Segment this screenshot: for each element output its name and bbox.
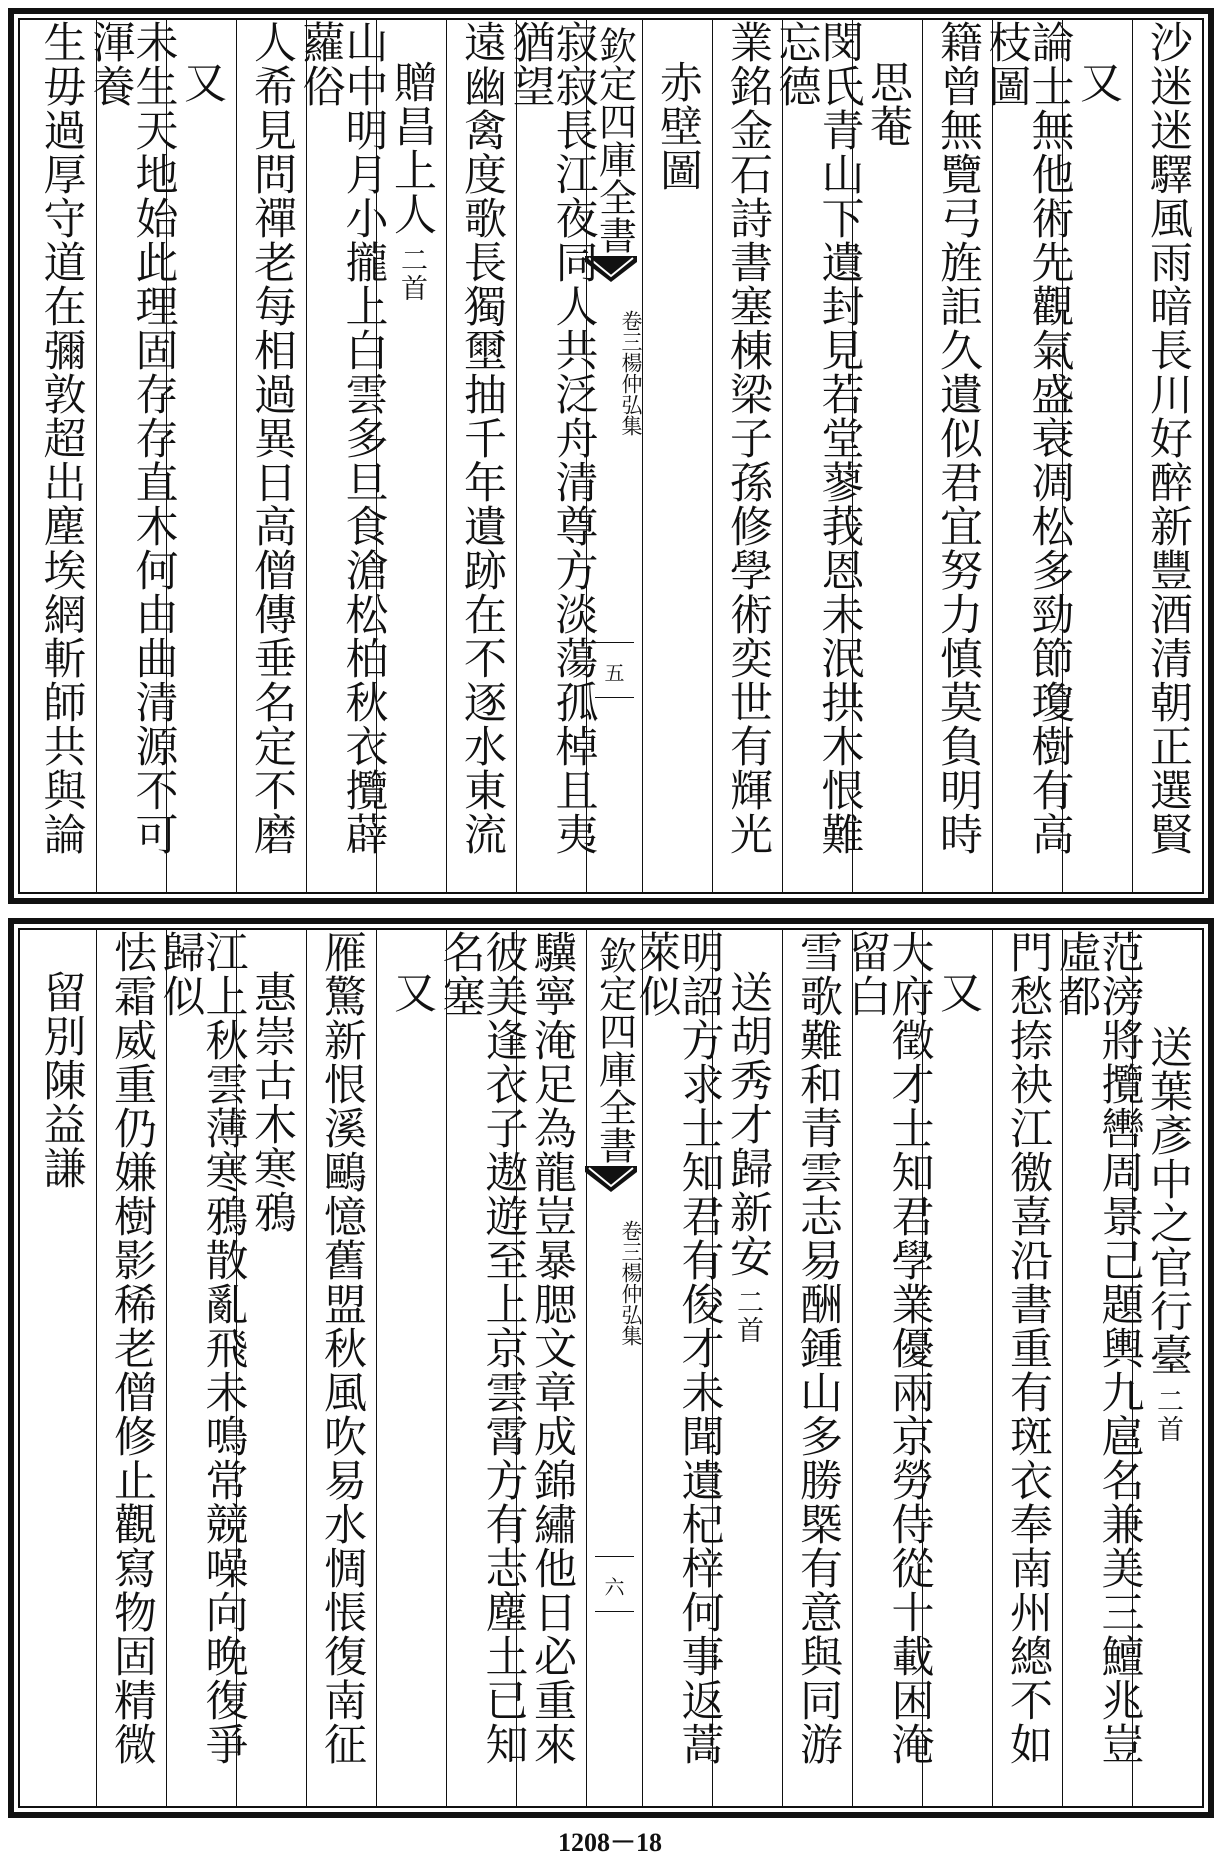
column-text: 業銘金石詩書塞棟梁子孫修學術奕世有輝光 xyxy=(723,20,773,856)
leaf-number: 五 xyxy=(604,661,625,685)
divider xyxy=(595,642,634,643)
top-page-columns xyxy=(18,18,1204,894)
column-text: 生毋過厚守道在彌敦超出塵埃網斬師共與論 xyxy=(36,20,87,856)
note-text: 二首 xyxy=(732,1288,763,1344)
text-column xyxy=(712,20,782,892)
column-text: 明詔方求士知君有俊才未聞遺杞梓何事返蒿萊似 xyxy=(631,930,725,1766)
heading-text: 又 xyxy=(177,60,227,104)
column-text: 雁驚新恨溪鷗憶舊盟秋風吹易水惆悵復南征 xyxy=(317,930,367,1766)
heading-text: 又 xyxy=(387,970,437,1014)
fish-tail-mark-icon xyxy=(583,1162,639,1202)
text-column xyxy=(841,930,935,1806)
text-column xyxy=(85,20,179,892)
text-column xyxy=(26,20,96,892)
column-text: 遠幽禽度歌長獨壐抽千年遺跡在不逐水東流 xyxy=(457,20,507,856)
page-number: 1208－18 xyxy=(557,1828,662,1857)
top-page-panel xyxy=(8,8,1214,904)
library-title: 欽定四庫全書 xyxy=(592,26,637,254)
bottom-page-panel xyxy=(8,918,1214,1818)
column-text: 大府徵才士知君學業優兩京勞侍從十載困淹留白 xyxy=(841,930,935,1766)
book-title-line: 卷三 xyxy=(619,1220,643,1262)
column-text: 寂寂長江夜同人共泛舟清尊方淡蕩孤棹且夷猶望 xyxy=(505,20,599,856)
column-text: 閔氏青山下遺封見若堂蓼莪恩未泯拱木恨難忘德 xyxy=(771,20,865,856)
text-column xyxy=(155,930,249,1806)
note-text: 二首 xyxy=(1152,1387,1183,1443)
text-column xyxy=(922,20,992,892)
column-text: 驥寧淹足為龍豈暴腮文章成錦繡他日必重來 xyxy=(527,930,577,1766)
library-title: 欽定四庫全書 xyxy=(592,936,637,1164)
text-column xyxy=(295,20,389,892)
book-title-line: 楊仲弘集 xyxy=(619,352,643,436)
divider xyxy=(595,1611,634,1612)
center-fold xyxy=(586,930,642,1806)
column-text: 籍曾無覽弓旌詎久遺似君宜努力慎莫負明時 xyxy=(933,20,983,856)
leaf-number: 六 xyxy=(604,1575,625,1599)
text-column xyxy=(96,930,166,1806)
book-title-line: 楊仲弘集 xyxy=(619,1262,643,1346)
column-text: 雪歌難和青雲志易酬鍾山多勝槩有意與同游 xyxy=(793,930,843,1766)
bottom-page-columns xyxy=(18,928,1204,1808)
heading-text: 又 xyxy=(933,970,983,1014)
column-text: 江上秋雲薄寒鴉散亂飛未鳴常競噪向晚復爭歸似 xyxy=(155,930,249,1766)
heading-column xyxy=(376,930,446,1806)
text-column xyxy=(1132,20,1202,892)
text-column xyxy=(306,930,376,1806)
heading-text: 赤壁圖 xyxy=(653,60,703,192)
divider xyxy=(595,697,634,698)
column-text: 門愁捺袂江徼喜沿書重有斑衣奉南州總不如 xyxy=(1003,930,1053,1766)
heading-text: 贈昌上人 xyxy=(387,60,437,236)
text-column xyxy=(782,930,852,1806)
heading-column xyxy=(642,20,712,892)
note-text: 二首 xyxy=(396,246,427,302)
text-column xyxy=(236,20,306,892)
column-text: 范滂將攬轡周景己題輿九扈名兼美三鱣兆豈虛都 xyxy=(1051,930,1145,1766)
text-column xyxy=(1051,930,1145,1806)
heading-text: 送胡秀才歸新安 xyxy=(723,970,773,1278)
heading-text: 送葉彥中之官行臺 xyxy=(1143,1025,1193,1377)
text-column xyxy=(446,20,516,892)
divider xyxy=(595,1556,634,1557)
column-text: 山中明月小攏上白雲多旦食滄松柏秋衣攬薜蘿俗 xyxy=(295,20,389,856)
column-text: 人希見問禪老每相過異日高僧傳垂名定不磨 xyxy=(247,20,297,856)
text-column xyxy=(981,20,1075,892)
text-column xyxy=(505,20,599,892)
text-column xyxy=(992,930,1062,1806)
heading-text: 留別陳益謙 xyxy=(36,970,87,1190)
heading-column xyxy=(26,930,96,1806)
heading-text: 又 xyxy=(1073,60,1123,104)
column-text: 論士無他術先觀氣盛衰凋松多勁節瓊樹有高枝圖 xyxy=(981,20,1075,856)
column-text: 未生天地始此理固存存直木何由曲清源不可渾養 xyxy=(85,20,179,856)
column-text: 怯霜威重仍嫌樹影稀老僧修止觀寫物固精微 xyxy=(107,930,157,1766)
text-column xyxy=(435,930,529,1806)
column-text: 彼美逢衣子遨遊至上京雲霄方有志塵土已知名塞 xyxy=(435,930,529,1766)
book-title-line: 卷三 xyxy=(619,310,643,352)
text-column xyxy=(771,20,865,892)
book-title xyxy=(587,1220,642,1346)
column-text: 沙迷迷驛風雨暗長川好醉新豐酒清朝正選賢 xyxy=(1143,20,1193,856)
heading-text: 思菴 xyxy=(863,60,913,148)
heading-text: 惠崇古木寒鴉 xyxy=(247,970,297,1234)
